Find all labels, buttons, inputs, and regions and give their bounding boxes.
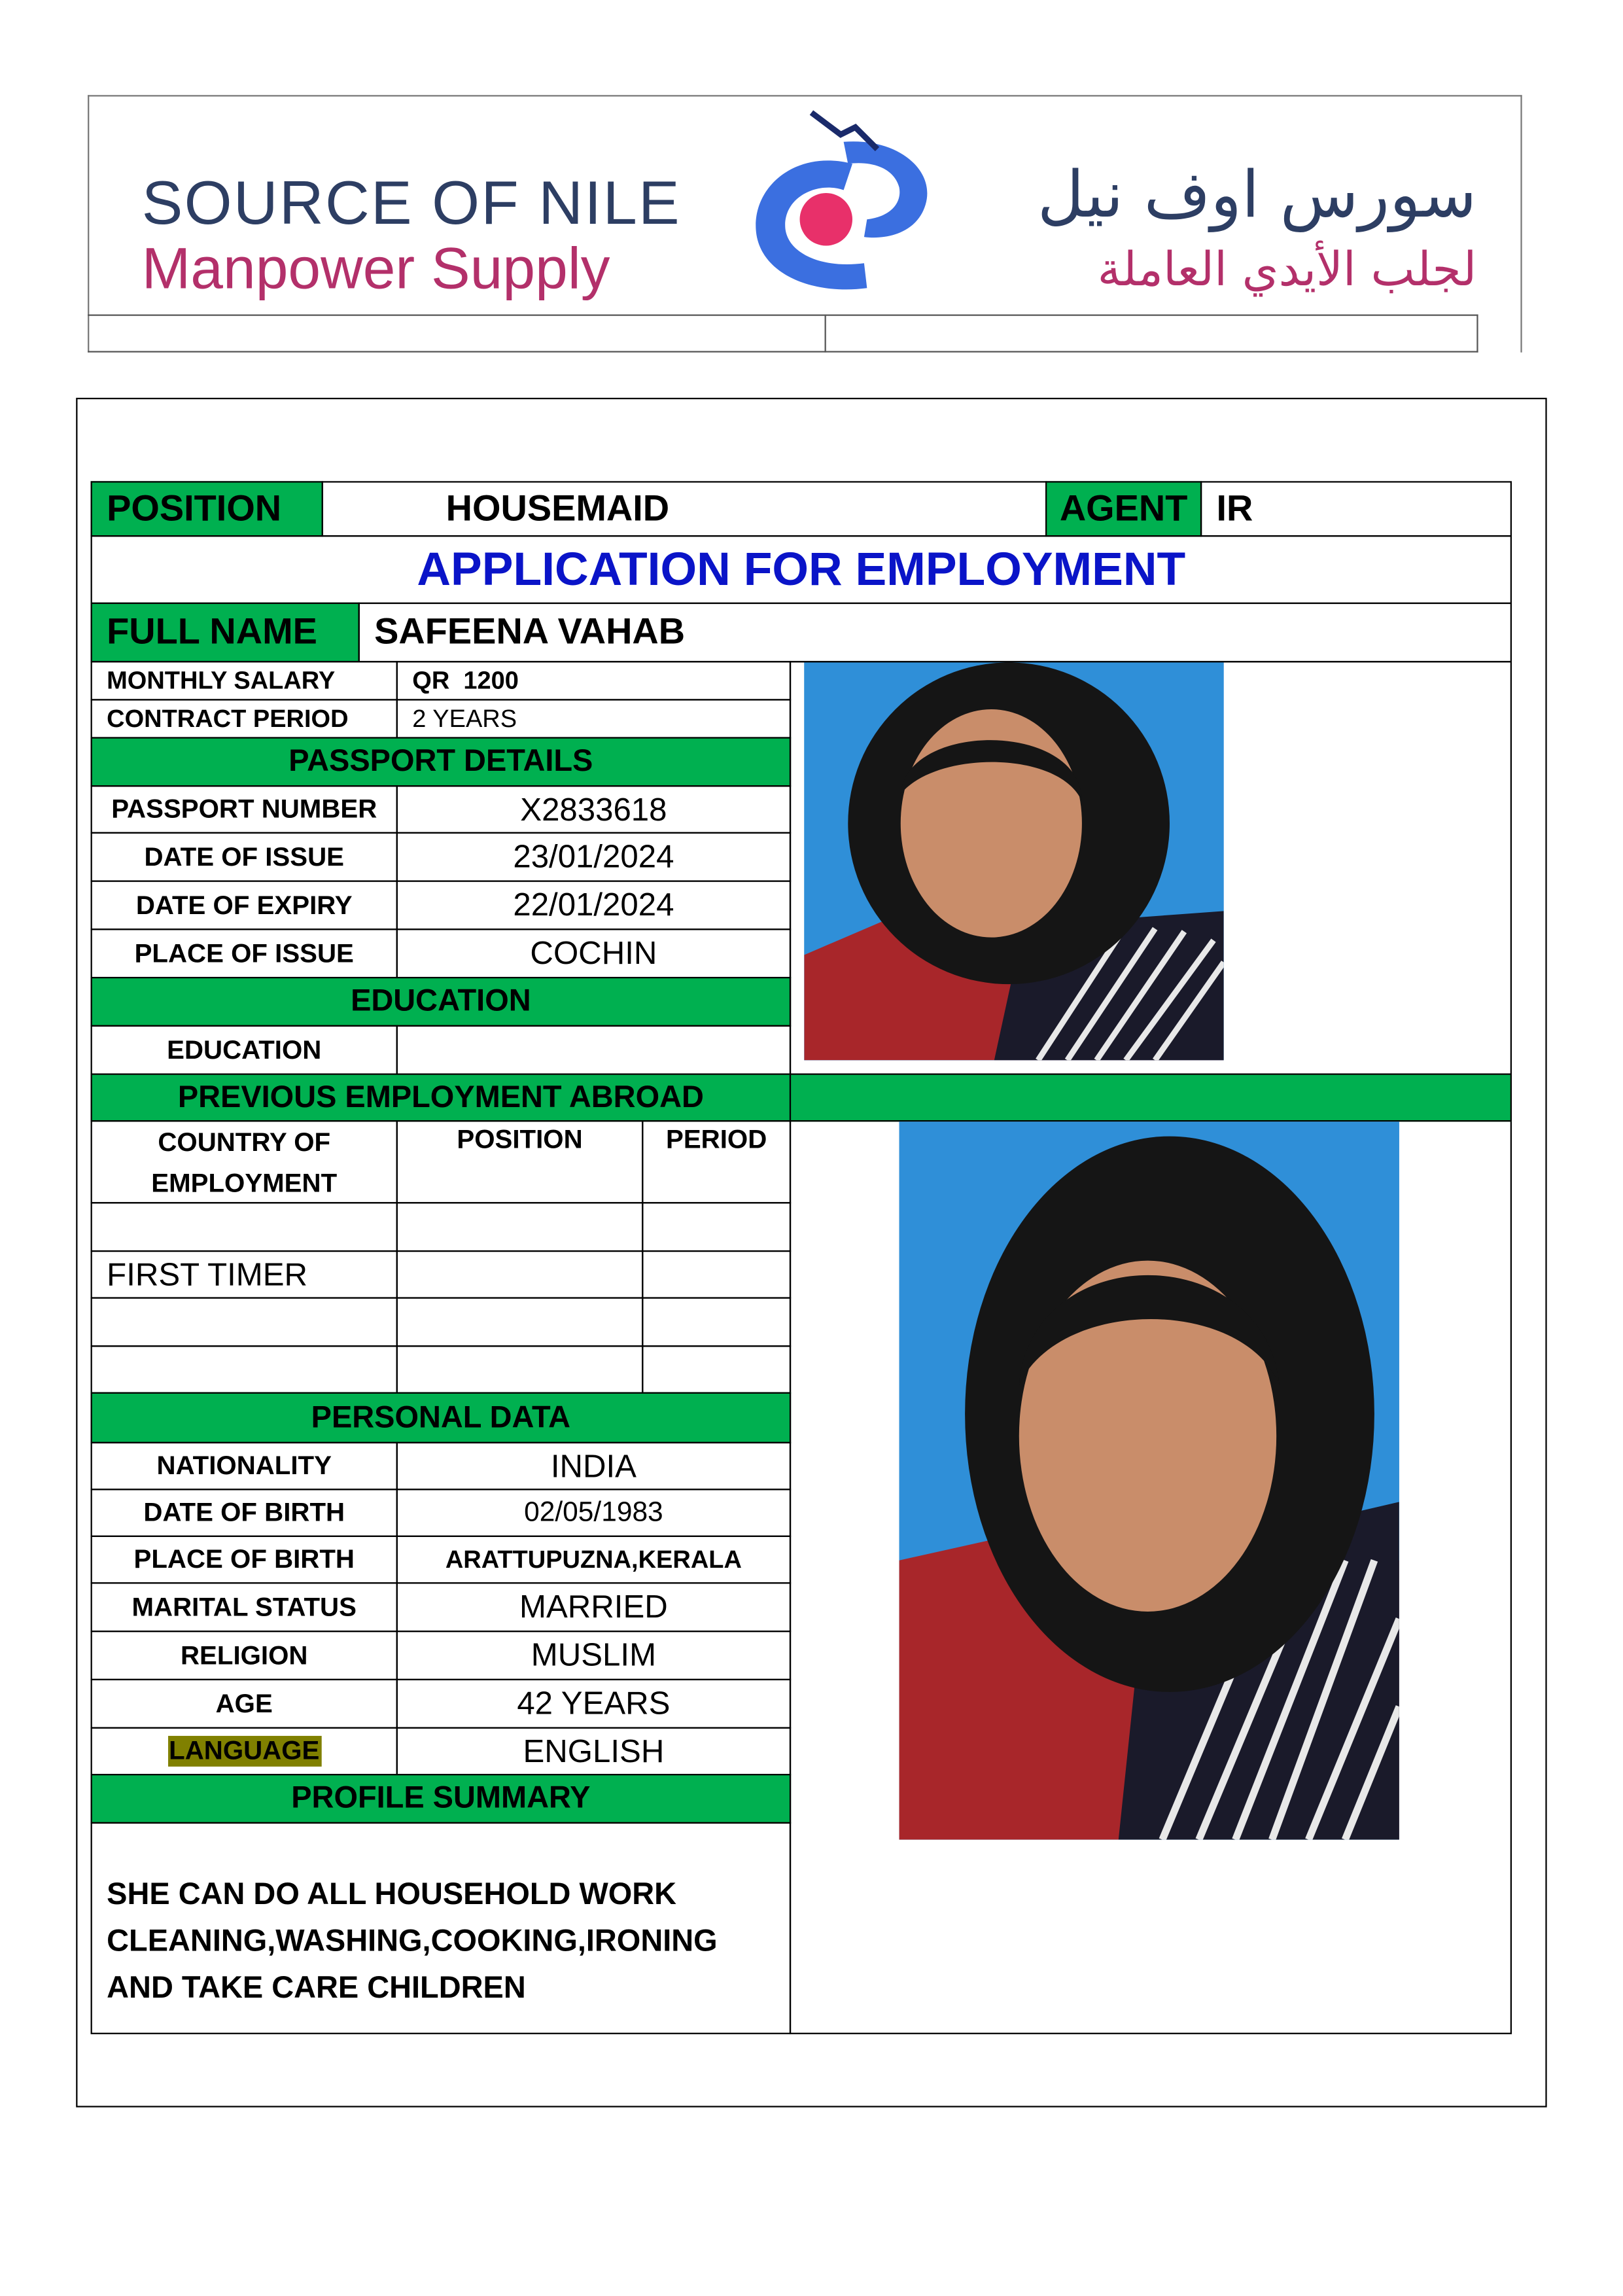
profile-summary-header: PROFILE SUMMARY — [91, 1774, 792, 1824]
employment-cell — [642, 1250, 791, 1299]
company-logo — [739, 105, 943, 303]
contract-period-label: CONTRACT PERIOD — [91, 699, 398, 738]
applicant-photo-small — [804, 662, 1223, 1060]
place-of-birth-value: ARATTUPUZNA,KERALA — [396, 1536, 791, 1584]
form-title: APPLICATION FOR EMPLOYMENT — [91, 535, 1512, 604]
profile-summary-text — [91, 1822, 792, 2034]
employment-cell — [91, 1297, 398, 1347]
profile-summary-line: CLEANING,WASHING,COOKING,IRONING — [107, 1924, 718, 1958]
employment-cell — [396, 1250, 644, 1299]
education-label: EDUCATION — [91, 1025, 398, 1075]
date-of-birth-value: 02/05/1983 — [396, 1489, 791, 1537]
profile-summary-line: SHE CAN DO ALL HOUSEHOLD WORK — [107, 1877, 677, 1912]
agent-value: IR — [1200, 481, 1512, 537]
passport-number-value: X2833618 — [396, 785, 791, 834]
date-of-birth-label: DATE OF BIRTH — [91, 1489, 398, 1537]
employment-cell — [91, 1345, 398, 1394]
date-of-expiry-label: DATE OF EXPIRY — [91, 880, 398, 930]
column-position: POSITION — [396, 1120, 644, 1203]
profile-summary-line: AND TAKE CARE CHILDREN — [107, 1971, 526, 2005]
employment-cell — [642, 1202, 791, 1252]
employment-cell — [396, 1202, 644, 1252]
position-label: POSITION — [91, 481, 323, 537]
date-of-expiry-value: 22/01/2024 — [396, 880, 791, 930]
education-header: EDUCATION — [91, 977, 792, 1027]
employment-cell — [396, 1345, 644, 1394]
employment-cell — [642, 1345, 791, 1394]
letterhead-divider — [825, 315, 826, 353]
letterhead-divider — [88, 315, 1478, 353]
agent-label: AGENT — [1045, 481, 1202, 537]
language-label-cell — [91, 1727, 398, 1776]
previous-employment-header-extension — [790, 1073, 1512, 1122]
company-name-en: SOURCE OF NILE — [141, 168, 681, 238]
marital-status-label: MARITAL STATUS — [91, 1582, 398, 1632]
monthly-salary-value: QR 1200 — [396, 661, 791, 700]
previous-employment-header: PREVIOUS EMPLOYMENT ABROAD — [91, 1073, 792, 1122]
monthly-salary-label: MONTHLY SALARY — [91, 661, 398, 700]
date-of-issue-value: 23/01/2024 — [396, 832, 791, 882]
column-country-of-employment: COUNTRY OF EMPLOYMENT — [91, 1120, 398, 1203]
place-of-issue-value: COCHIN — [396, 928, 791, 978]
passport-details-header: PASSPORT DETAILS — [91, 737, 792, 786]
company-tagline-ar: لجلب الأيدي العاملة — [1097, 241, 1477, 297]
language-value: ENGLISH — [396, 1727, 791, 1776]
religion-value: MUSLIM — [396, 1631, 791, 1680]
religion-label: RELIGION — [91, 1631, 398, 1680]
employment-cell-first-timer: FIRST TIMER — [91, 1250, 398, 1299]
age-label: AGE — [91, 1679, 398, 1729]
place-of-issue-label: PLACE OF ISSUE — [91, 928, 398, 978]
personal-data-header: PERSONAL DATA — [91, 1392, 792, 1443]
column-period: PERIOD — [642, 1120, 791, 1203]
nationality-value: INDIA — [396, 1442, 791, 1491]
full-name-label: FULL NAME — [91, 603, 360, 663]
date-of-issue-label: DATE OF ISSUE — [91, 832, 398, 882]
nationality-label: NATIONALITY — [91, 1442, 398, 1491]
education-value — [396, 1025, 791, 1075]
age-value: 42 YEARS — [396, 1679, 791, 1729]
contract-period-value: 2 YEARS — [396, 699, 791, 738]
language-label: LANGUAGE — [167, 1736, 321, 1767]
applicant-photo-large — [899, 1122, 1399, 1839]
place-of-birth-label: PLACE OF BIRTH — [91, 1536, 398, 1584]
company-name-ar: سورس اوف نيل — [1037, 158, 1477, 233]
company-tagline-en: Manpower Supply — [141, 237, 610, 302]
passport-number-label: PASSPORT NUMBER — [91, 785, 398, 834]
marital-status-value: MARRIED — [396, 1582, 791, 1632]
position-value: HOUSEMAID — [322, 481, 1047, 537]
employment-cell — [91, 1202, 398, 1252]
employment-cell — [396, 1297, 644, 1347]
employment-cell — [642, 1297, 791, 1347]
full-name-value: SAFEENA VAHAB — [358, 603, 1512, 663]
